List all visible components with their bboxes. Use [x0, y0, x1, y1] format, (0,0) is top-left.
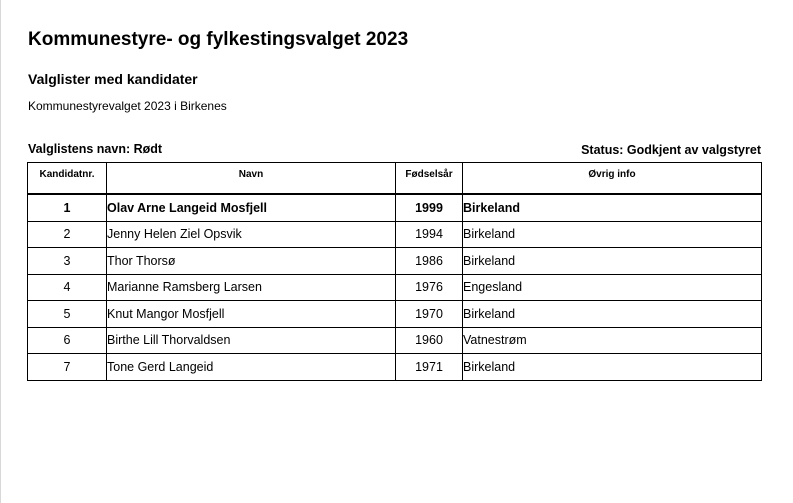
other-info-cell: Engesland [463, 274, 762, 301]
election-name: Kommunestyrevalget 2023 i Birkenes [28, 99, 227, 113]
page-edge [0, 0, 1, 503]
candidates-table [27, 162, 762, 381]
table-header-row [28, 163, 762, 195]
other-info-cell: Birkeland [463, 194, 762, 221]
candidate-name-cell: Thor Thorsø [107, 248, 396, 275]
birth-year-cell: 1971 [396, 354, 463, 381]
table-row [28, 221, 762, 248]
candidate-name-cell: Olav Arne Langeid Mosfjell [107, 194, 396, 221]
candidate-number-cell: 1 [28, 194, 107, 221]
candidate-number-cell: 3 [28, 248, 107, 275]
candidate-name-cell: Birthe Lill Thorvaldsen [107, 327, 396, 354]
other-info-cell: Birkeland [463, 248, 762, 275]
other-info-cell: Vatnestrøm [463, 327, 762, 354]
table-row [28, 354, 762, 381]
table-row [28, 194, 762, 221]
candidate-number-cell: 6 [28, 327, 107, 354]
candidate-number-cell: 2 [28, 221, 107, 248]
candidate-number-cell: 7 [28, 354, 107, 381]
document-title: Kommunestyre- og fylkestingsvalget 2023 [28, 29, 409, 50]
header-candidate-number: Kandidatnr. [28, 163, 107, 195]
candidate-number-cell: 5 [28, 301, 107, 328]
birth-year-cell: 1999 [396, 194, 463, 221]
other-info-cell: Birkeland [463, 354, 762, 381]
table-body [28, 194, 762, 380]
other-info-cell: Birkeland [463, 221, 762, 248]
candidate-name-cell: Knut Mangor Mosfjell [107, 301, 396, 328]
header-name: Navn [107, 163, 396, 195]
birth-year-cell: 1970 [396, 301, 463, 328]
birth-year-cell: 1960 [396, 327, 463, 354]
candidate-name-cell: Tone Gerd Langeid [107, 354, 396, 381]
table-row [28, 248, 762, 275]
list-name: Valglistens navn: Rødt [28, 142, 163, 156]
candidate-name-cell: Jenny Helen Ziel Opsvik [107, 221, 396, 248]
other-info-cell: Birkeland [463, 301, 762, 328]
birth-year-cell: 1976 [396, 274, 463, 301]
table-row [28, 301, 762, 328]
table-row [28, 274, 762, 301]
candidate-name-cell: Marianne Ramsberg Larsen [107, 274, 396, 301]
table-row [28, 327, 762, 354]
header-other-info: Øvrig info [463, 163, 762, 195]
candidate-number-cell: 4 [28, 274, 107, 301]
birth-year-cell: 1994 [396, 221, 463, 248]
list-status: Status: Godkjent av valgstyret [581, 143, 761, 157]
document-subtitle: Valglister med kandidater [28, 71, 198, 87]
birth-year-cell: 1986 [396, 248, 463, 275]
header-birth-year: Fødselsår [396, 163, 463, 195]
